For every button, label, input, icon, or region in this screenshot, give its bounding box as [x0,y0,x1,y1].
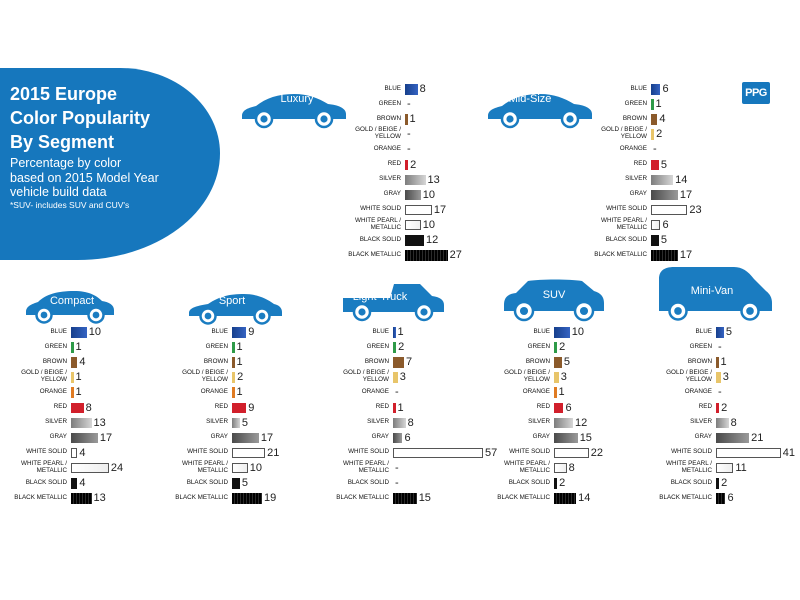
suv-segment-label: SUV [542,289,566,301]
luxury-value-brown: 1 [409,113,416,126]
mid-size-category-label: GOLD / BEIGE / YELLOW [601,126,647,141]
sport-value-orange: 1 [236,386,243,399]
sport-bar-green [232,342,235,353]
suv-value-blue: 10 [571,326,585,338]
suv-bar-orange [554,387,557,398]
light-truck-bar-red [393,403,396,414]
mini-van-category-label: BLUE [695,327,712,335]
luxury-bar-black-solid [405,235,424,246]
sport-value-red: 9 [248,401,255,414]
mini-van-value-gold-beige-yellow: 3 [722,371,729,384]
suv-category-label: WHITE SOLID [509,448,550,456]
compact-category-label: GREEN [44,342,67,350]
compact-value-white-pearl-metallic: 24 [110,461,124,474]
light-truck-hubcap [358,308,365,315]
suv-category-label: ORANGE [522,387,550,395]
footnote: *SUV- includes SUV and CUV's [10,200,130,210]
mini-van-value-white-pearl-metallic: 11 [735,461,747,474]
mini-van-bar-brown [716,357,719,368]
luxury-value-black-metallic: 27 [449,249,462,262]
suv-category-label: RED [536,403,550,410]
mid-size-value-gray: 17 [679,188,693,201]
mid-size-value-silver: 14 [675,173,688,186]
compact-bar-silver [71,418,92,429]
luxury-value-gold-beige-yellow: - [407,128,411,141]
sport-value-green: 1 [236,341,243,354]
compact-hubcap [93,312,100,319]
light-truck-category-label: ORANGE [361,387,389,395]
light-truck-category-label: GRAY [371,433,389,441]
sport-car-icon [186,285,284,331]
light-truck-category-label: SILVER [367,418,389,426]
compact-value-green: 1 [75,341,82,354]
suv-bar-red [554,403,563,414]
compact-bar-red [71,403,84,414]
compact-bar-black-metallic [71,493,92,504]
luxury-hubcap [260,115,267,122]
sport-category-label: WHITE SOLID [187,448,228,456]
suv-category-label: GREEN [527,342,550,350]
mid-size-value-gold-beige-yellow: 2 [656,128,663,141]
compact-category-label: BLACK SOLID [25,478,67,486]
mid-size-value-brown: 4 [659,113,666,126]
mid-size-bar-green [651,99,654,110]
mid-size-value-orange: - [653,143,657,156]
luxury-value-white-solid: 17 [433,203,447,216]
mini-van-value-gray: 21 [751,431,764,444]
compact-bar-white-pearl-metallic [71,463,109,474]
compact-bar-orange [71,387,74,398]
mini-van-value-white-solid: 41 [782,446,796,459]
mini-van-category-label: GREEN [689,342,712,350]
suv-value-green: 2 [559,341,566,354]
mid-size-hubcap [506,115,513,122]
mid-size-category-label: GRAY [629,190,647,198]
mini-van-category-label: BLACK METALLIC [659,493,712,501]
light-truck-hubcap [420,308,427,315]
compact-value-gray: 17 [99,431,113,444]
compact-bar-blue [71,327,87,338]
mini-van-bar-blue [716,327,724,338]
suv-bar-blue [554,327,570,338]
light-truck-value-black-solid: - [395,477,399,489]
suv-bar-silver [554,418,573,429]
light-truck-category-label: BLACK SOLID [347,478,389,486]
sport-value-white-solid: 21 [267,446,280,459]
mid-size-category-label: BROWN [622,114,647,122]
mid-size-category-label: BLACK METALLIC [594,250,647,258]
sport-category-label: SILVER [206,418,228,426]
sport-category-label: BLACK METALLIC [175,493,228,501]
compact-category-label: RED [53,403,67,410]
mid-size-bar-blue [651,84,660,95]
light-truck-category-label: WHITE SOLID [348,448,389,456]
suv-value-black-metallic: 14 [578,492,591,505]
luxury-category-label: SILVER [379,175,401,183]
compact-category-label: BLUE [50,327,67,335]
light-truck-bar-gray [393,433,402,444]
mid-size-category-label: BLUE [630,84,647,92]
luxury-category-label: ORANGE [373,144,401,152]
luxury-category-label: BLACK SOLID [359,235,401,243]
light-truck-value-white-pearl-metallic: - [395,461,399,474]
mini-van-bar-white-solid [716,448,781,459]
light-truck-bar-white-solid [393,448,483,459]
luxury-bar-blue [405,84,418,95]
mini-van-category-label: GOLD / BEIGE / YELLOW [666,369,712,384]
suv-category-label: BROWN [525,357,550,365]
mid-size-category-label: RED [633,160,647,167]
suv-bar-brown [554,357,562,368]
suv-category-label: GOLD / BEIGE / YELLOW [504,369,550,384]
suv-hubcap [580,307,588,315]
light-truck-category-label: GREEN [366,342,389,350]
suv-value-gold-beige-yellow: 3 [560,371,567,384]
sport-bar-silver [232,418,240,429]
sport-bar-orange [232,387,235,398]
sport-category-label: GRAY [210,433,228,441]
luxury-category-label: BLACK METALLIC [348,250,401,258]
light-truck-value-orange: - [395,386,399,399]
sport-bar-white-pearl-metallic [232,463,248,474]
luxury-value-blue: 8 [419,83,426,95]
light-truck-category-label: BLUE [372,327,389,335]
sport-bar-brown [232,357,235,368]
mini-van-value-red: 2 [721,401,728,414]
mid-size-value-green: 1 [655,98,662,111]
mid-size-category-label: ORANGE [619,144,647,152]
light-truck-bar-gold-beige-yellow [393,372,398,383]
compact-category-label: WHITE SOLID [26,448,67,456]
light-truck-car-icon [340,278,446,332]
title-panel [0,68,220,260]
sport-value-gold-beige-yellow: 2 [237,371,244,384]
sport-value-white-pearl-metallic: 10 [249,461,263,474]
compact-category-label: ORANGE [39,387,67,395]
suv-bar-black-metallic [554,493,576,504]
sport-category-label: ORANGE [200,387,228,395]
suv-value-black-solid: 2 [559,477,566,489]
mini-van-bar-red [716,403,719,414]
sport-category-label: GREEN [205,342,228,350]
compact-value-white-solid: 4 [79,446,86,459]
compact-bar-gray [71,433,98,444]
suv-value-gray: 15 [579,431,592,444]
mid-size-value-black-metallic: 17 [679,249,693,262]
mini-van-category-label: WHITE SOLID [671,448,712,456]
mid-size-value-white-solid: 23 [689,203,702,216]
mid-size-value-white-pearl-metallic: 6 [662,218,669,231]
mid-size-bar-silver [651,175,673,186]
compact-hubcap [41,312,48,319]
luxury-value-black-solid: 12 [425,234,439,246]
mini-van-bar-gray [716,433,749,444]
mini-van-category-label: SILVER [690,418,712,426]
mid-size-category-label: WHITE SOLID [606,205,647,213]
mid-size-bar-black-solid [651,235,659,246]
suv-category-label: BLACK SOLID [508,478,550,486]
suv-bar-black-solid [554,478,557,489]
light-truck-category-label: RED [375,403,389,410]
mini-van-bar-black-metallic [716,493,725,504]
page-title: 2015 Europe Color Popularity By Segment [10,84,151,152]
light-truck-bar-blue [393,327,396,338]
suv-value-red: 6 [565,401,572,414]
luxury-value-silver: 13 [427,173,440,186]
light-truck-category-label: BLACK METALLIC [336,493,389,501]
sport-bar-red [232,403,246,414]
sport-hubcap [205,313,212,320]
light-truck-value-silver: 8 [407,416,414,429]
mid-size-value-black-solid: 5 [660,234,668,246]
suv-category-label: BLACK METALLIC [497,493,550,501]
sport-category-label: BROWN [203,357,228,365]
compact-category-label: GOLD / BEIGE / YELLOW [21,369,67,384]
light-truck-bar-black-metallic [393,493,417,504]
sport-category-label: RED [214,403,228,410]
mini-van-bar-black-solid [716,478,719,489]
compact-category-label: GRAY [49,433,67,441]
suv-value-orange: 1 [558,386,565,399]
luxury-bar-brown [405,114,408,125]
suv-hubcap [520,307,528,315]
compact-bar-brown [71,357,77,368]
light-truck-value-black-metallic: 15 [418,492,431,505]
luxury-category-label: RED [387,160,401,167]
compact-segment-label: Compact [49,295,95,307]
mini-van-category-label: GRAY [694,433,712,441]
mid-size-category-label: SILVER [625,175,647,183]
compact-bar-white-solid [71,448,77,459]
compact-value-red: 8 [85,401,92,414]
mid-size-category-label: BLACK SOLID [605,235,647,243]
luxury-bar-gray [405,190,421,201]
mid-size-value-red: 5 [660,158,668,171]
light-truck-bar-green [393,342,396,353]
light-truck-category-label: WHITE PEARL / METALLIC [343,459,389,474]
mini-van-value-blue: 5 [725,326,733,338]
light-truck-value-gray: 6 [404,431,411,444]
compact-value-brown: 4 [79,356,86,369]
compact-category-label: WHITE PEARL / METALLIC [21,459,67,474]
light-truck-value-green: 2 [398,341,405,354]
sport-value-gray: 17 [260,431,274,444]
suv-car-icon [500,275,606,331]
mini-van-car-icon [656,265,774,331]
mini-van-value-silver: 8 [730,416,737,429]
sport-value-silver: 5 [241,416,249,429]
suv-value-brown: 5 [563,356,571,369]
mid-size-bar-red [651,160,659,171]
sport-category-label: BLUE [211,327,228,335]
mid-size-bar-gray [651,190,678,201]
mid-size-bar-black-metallic [651,250,678,261]
light-truck-bar-brown [393,357,404,368]
luxury-category-label: WHITE PEARL / METALLIC [355,216,401,231]
suv-value-silver: 12 [574,416,588,429]
suv-category-label: BLUE [533,327,550,335]
compact-bar-black-solid [71,478,77,489]
luxury-category-label: GOLD / BEIGE / YELLOW [355,126,401,141]
mini-van-category-label: RED [698,403,712,410]
light-truck-value-brown: 7 [406,356,413,369]
sport-value-black-metallic: 19 [264,492,277,505]
light-truck-value-white-solid: 57 [485,446,498,459]
sport-value-brown: 1 [236,356,243,369]
suv-bar-white-pearl-metallic [554,463,567,474]
suv-category-label: WHITE PEARL / METALLIC [504,459,550,474]
luxury-category-label: WHITE SOLID [360,205,401,213]
sport-hubcap [259,313,266,320]
compact-value-blue: 10 [88,326,102,338]
compact-value-orange: 1 [75,386,82,399]
light-truck-value-gold-beige-yellow: 3 [399,371,406,384]
sport-bar-white-solid [232,448,265,459]
luxury-bar-red [405,160,408,171]
compact-value-gold-beige-yellow: 1 [75,371,82,384]
suv-bar-green [554,342,557,353]
compact-bar-green [71,342,74,353]
suv-value-white-solid: 22 [590,446,603,459]
sport-bar-blue [232,327,246,338]
compact-category-label: BROWN [42,357,67,365]
sport-value-black-solid: 5 [241,477,249,489]
luxury-bar-white-pearl-metallic [405,220,421,231]
sport-segment-label: Sport [218,295,246,307]
sport-bar-black-metallic [232,493,262,504]
luxury-category-label: BLUE [384,84,401,92]
compact-category-label: SILVER [45,418,67,426]
luxury-bar-silver [405,175,426,186]
mid-size-bar-white-solid [651,205,687,216]
mini-van-bar-white-pearl-metallic [716,463,733,474]
light-truck-value-red: 1 [397,401,404,414]
luxury-value-red: 2 [410,158,417,171]
suv-category-label: SILVER [528,418,550,426]
mid-size-bar-gold-beige-yellow [651,129,654,140]
luxury-bar-black-metallic [405,250,448,261]
compact-car-icon [22,285,117,331]
suv-bar-gold-beige-yellow [554,372,559,383]
mini-van-hubcap [674,307,682,315]
mini-van-category-label: WHITE PEARL / METALLIC [666,459,712,474]
luxury-bar-white-solid [405,205,432,216]
sport-category-label: WHITE PEARL / METALLIC [182,459,228,474]
compact-value-black-solid: 4 [79,477,86,489]
ppg-logo: PPG [742,82,770,104]
luxury-value-white-pearl-metallic: 10 [422,218,436,231]
mini-van-category-label: BROWN [687,357,712,365]
luxury-value-gray: 10 [422,188,436,201]
mini-van-bar-silver [716,418,729,429]
luxury-category-label: GRAY [383,190,401,198]
sport-category-label: BLACK SOLID [186,478,228,486]
sport-bar-gray [232,433,259,444]
luxury-category-label: BROWN [376,114,401,122]
mid-size-bar-brown [651,114,657,125]
sport-bar-gold-beige-yellow [232,372,235,383]
compact-value-silver: 13 [93,416,106,429]
light-truck-category-label: BROWN [364,357,389,365]
mini-van-value-brown: 1 [720,356,727,369]
luxury-category-label: GREEN [378,99,401,107]
light-truck-category-label: GOLD / BEIGE / YELLOW [343,369,389,384]
suv-bar-white-solid [554,448,589,459]
mid-size-value-blue: 6 [662,83,669,95]
luxury-segment-label: Luxury [280,93,314,105]
mini-van-category-label: ORANGE [684,387,712,395]
luxury-value-orange: - [407,143,411,156]
light-truck-bar-silver [393,418,406,429]
compact-value-black-metallic: 13 [93,492,106,505]
mid-size-segment-label: Mid-Size [508,93,552,105]
compact-category-label: BLACK METALLIC [14,493,67,501]
mini-van-bar-gold-beige-yellow [716,372,721,383]
light-truck-segment-label: Light-Truck [352,291,408,303]
compact-bar-gold-beige-yellow [71,372,74,383]
mini-van-value-black-solid: 2 [721,477,728,489]
mid-size-category-label: GREEN [624,99,647,107]
mini-van-hubcap [746,307,754,315]
mini-van-category-label: BLACK SOLID [670,478,712,486]
sport-bar-black-solid [232,478,240,489]
mini-van-value-green: - [718,341,722,354]
page-subtitle: Percentage by color based on 2015 Model Year vehicle build data [10,156,159,199]
mid-size-category-label: WHITE PEARL / METALLIC [601,216,647,231]
suv-category-label: GRAY [532,433,550,441]
sport-category-label: GOLD / BEIGE / YELLOW [182,369,228,384]
mini-van-segment-label: Mini-Van [690,285,734,297]
light-truck-value-blue: 1 [397,326,404,338]
suv-bar-gray [554,433,578,444]
luxury-value-green: - [407,98,411,111]
sport-value-blue: 9 [248,326,255,338]
suv-value-white-pearl-metallic: 8 [568,461,575,474]
mini-van-value-orange: - [718,386,722,399]
mid-size-bar-white-pearl-metallic [651,220,660,231]
mini-van-value-black-metallic: 6 [727,492,734,505]
